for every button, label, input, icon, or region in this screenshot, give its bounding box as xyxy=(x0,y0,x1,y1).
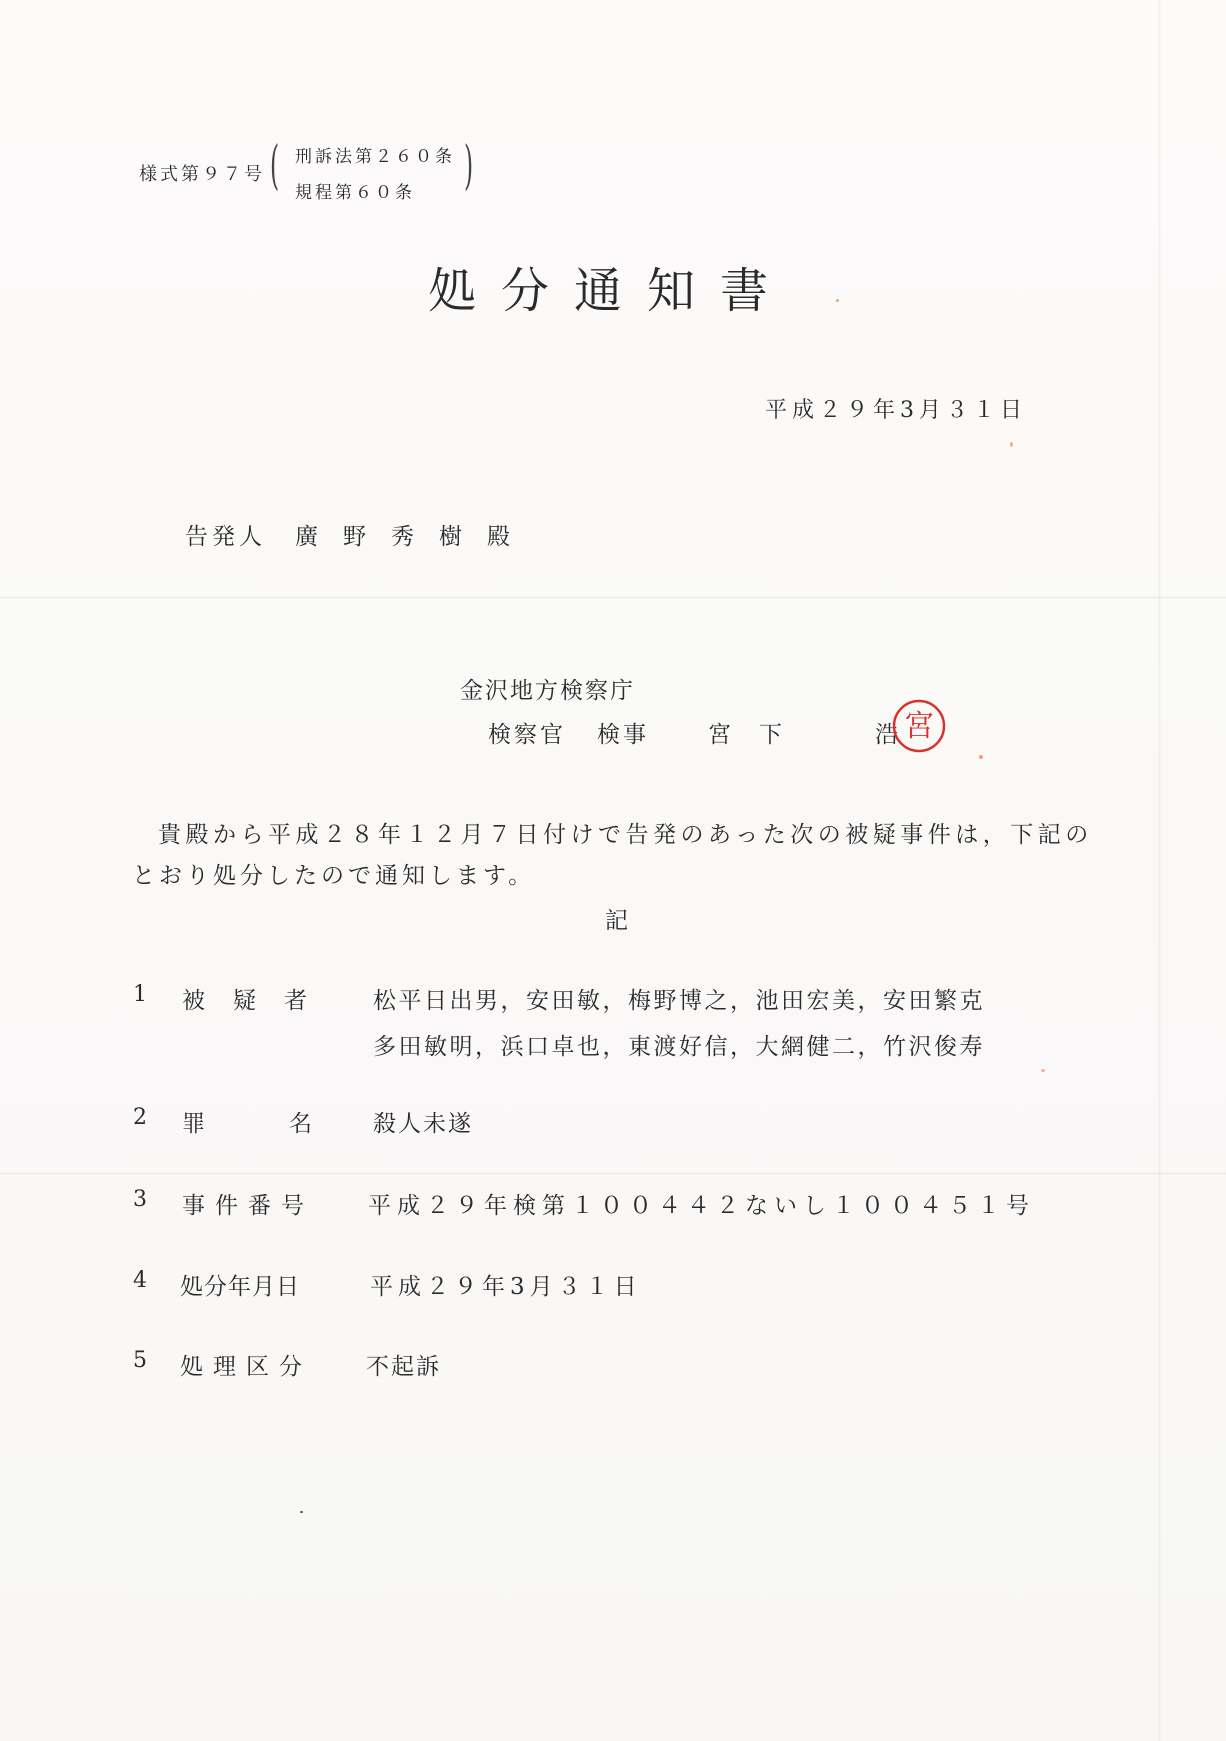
paper-speck xyxy=(1010,442,1013,447)
paper-fold-vertical xyxy=(1158,0,1161,1741)
sender-office: 金沢地方検察庁 xyxy=(460,678,635,704)
item-value-charge: 殺人未遂 xyxy=(373,1111,473,1137)
item-label-case-number: 事件番号 xyxy=(182,1193,314,1219)
item-label-disposition-type: 処理区分 xyxy=(180,1354,312,1380)
body-text-line: 貴殿から平成２８年１２月７日付けで告発のあった次の被疑事件は，下記の xyxy=(158,822,1093,848)
item-number: 2 xyxy=(133,1105,147,1130)
sender-family-name: 宮下 xyxy=(708,722,810,748)
item-value-suspects: 松平日出男，安田敏，梅野博之，池田宏美，安田繁克 xyxy=(373,988,985,1014)
item-value-case-number: 平成２９年検第１００４４２ないし１００４５１号 xyxy=(368,1193,1035,1219)
item-value-disposition-type: 不起訴 xyxy=(366,1354,441,1380)
addressee-name: 廣野秀樹殿 xyxy=(295,524,535,550)
paper-speck xyxy=(836,299,839,302)
paper-speck xyxy=(979,755,983,759)
item-number: 4 xyxy=(133,1268,147,1293)
item-number: 5 xyxy=(133,1348,147,1373)
addressee-label: 告発人 xyxy=(185,524,266,550)
item-label-disposition-date: 処分年月日 xyxy=(180,1274,300,1300)
form-number: 様式第９７号 xyxy=(139,164,265,185)
sender-given-name: 浩 xyxy=(875,722,898,748)
seal-character: 宮 xyxy=(904,709,934,744)
paren-open-glyph: ( xyxy=(270,136,280,196)
law-reference: 刑訴法第２６０条 xyxy=(295,147,455,167)
paper-speck xyxy=(300,1511,303,1513)
ki-heading: 記 xyxy=(605,908,628,934)
sender-rank: 検事 xyxy=(597,722,649,748)
regulation-reference: 規程第６０条 xyxy=(295,183,415,203)
item-label-charge: 罪名 xyxy=(182,1111,396,1137)
paper-fold-horizontal xyxy=(0,596,1226,599)
item-label-suspects: 被疑者 xyxy=(182,988,335,1014)
item-value-suspects: 多田敏明，浜口卓也，東渡好信，大網健二，竹沢俊寿 xyxy=(373,1034,985,1060)
paper-fold-horizontal xyxy=(0,1172,1226,1175)
body-text-line: とおり処分したので通知します。 xyxy=(132,863,536,889)
document-title: 処分通知書 xyxy=(428,263,794,319)
item-number: 3 xyxy=(133,1187,147,1212)
official-seal-stamp xyxy=(889,696,949,756)
document-date: 平成２９年3月３１日 xyxy=(765,398,1027,423)
paren-close-glyph: ) xyxy=(464,136,474,196)
sender-title: 検察官 xyxy=(488,722,566,748)
item-value-disposition-date: 平成２９年3月３１日 xyxy=(370,1274,642,1300)
paper-speck xyxy=(1041,1069,1045,1072)
item-number: 1 xyxy=(133,982,147,1007)
